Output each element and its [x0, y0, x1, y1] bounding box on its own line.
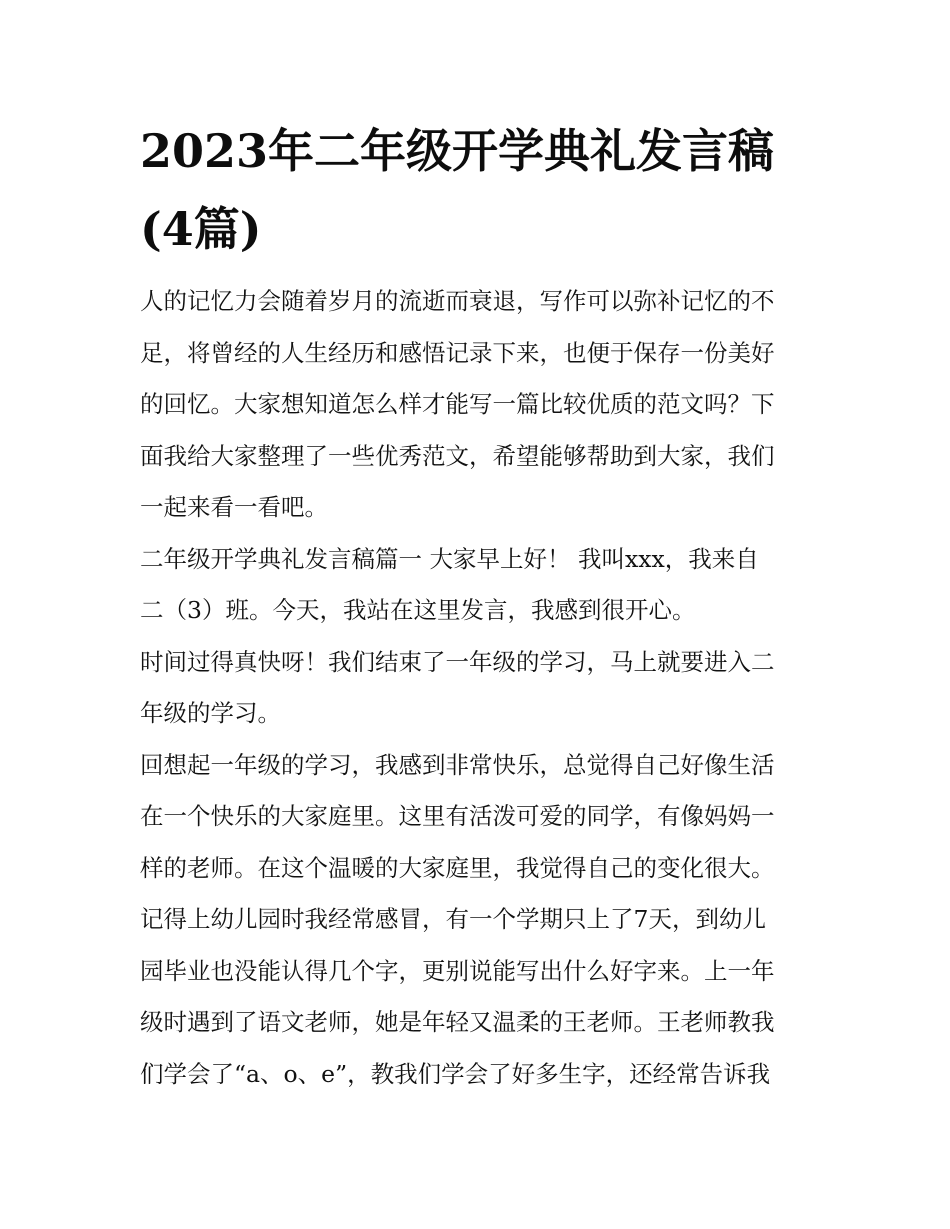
body-line: 二（3）班。今天，我站在这里发言，我感到很开心。: [140, 596, 696, 624]
document-body: [140, 276, 830, 1100]
body-line: 足，将曾经的人生经历和感悟记录下来，也便于保存一份美好: [140, 338, 775, 367]
document-title: [140, 112, 820, 268]
body-line: 时间过得真快呀！我们结束了一年级的学习，马上就要进入二: [140, 647, 775, 676]
body-line: 回想起一年级的学习，我感到非常快乐，总觉得自己好像生活: [140, 750, 775, 779]
title-line-2: (4篇): [140, 202, 262, 256]
body-line: 记得上幼儿园时我经常感冒，有一个学期只上了7天，到幼儿: [140, 905, 766, 933]
body-line: 园毕业也没能认得几个字，更别说能写出什么好字来。上一年: [140, 956, 775, 985]
body-line: 在一个快乐的大家庭里。这里有活泼可爱的同学，有像妈妈一: [140, 802, 775, 830]
body-line: 面我给大家整理了一些优秀范文，希望能够帮助到大家，我们: [140, 441, 775, 470]
body-line: 级时遇到了语文老师，她是年轻又温柔的王老师。王老师教我: [140, 1008, 775, 1036]
body-line: 年级的学习。: [140, 699, 281, 727]
body-line: 人的记忆力会随着岁月的流逝而衰退，写作可以弥补记忆的不: [140, 287, 775, 315]
body-line: 样的老师。在这个温暖的大家庭里，我觉得自己的变化很大。: [140, 853, 775, 882]
title-line-1: 2023年二年级开学典礼发言稿: [140, 124, 775, 178]
body-line: 二年级开学典礼发言稿篇一 大家早上好！ 我叫xxx，我来自: [140, 544, 759, 573]
body-line: 一起来看一看吧。: [140, 493, 328, 521]
body-line: 们学会了“a、o、e”，教我们学会了好多生字，还经常告诉我: [140, 1059, 771, 1088]
body-line: 的回忆。大家想知道怎么样才能写一篇比较优质的范文吗？下: [140, 390, 775, 418]
